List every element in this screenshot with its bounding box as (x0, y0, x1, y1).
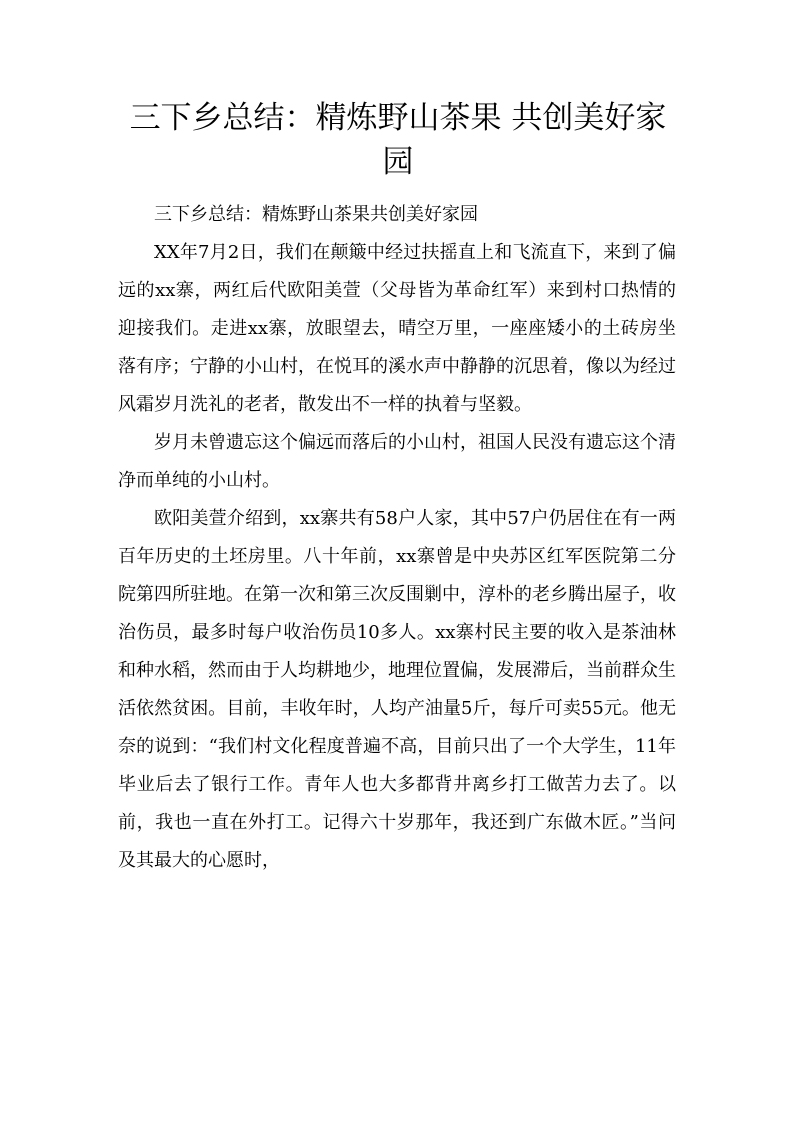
document-body (118, 196, 676, 880)
paragraph-subtitle: 三下乡总结：精炼野山茶果共创美好家园 (154, 204, 478, 225)
document-title: 三下乡总结：精炼野山茶果 共创美好家园 (129, 100, 667, 180)
paragraph-introduction: 欧阳美萱介绍到，xx寨共有58户人家，其中57户仍居住在有一两百年历史的土坯房里。八十年前，xx寨曾是中央苏区红军医院第二分院第四所驻地。在第一次和第三次反围剿中，淳朴的老乡腾出屋子，收治伤员，最多时每户收治伤员10多人。xx寨村民主要的收入是茶油林和种水稻，然而由于人均耕地少，地理位置偏，发展滞后，当前群众生活依然贫困。目前，丰收年时，人均产油量5斤，每斤可卖55元。他无奈的说到：“我们村文化程度普遍不高，目前只出了一个大学生，11年毕业后去了银行工作。青年人也大多都背井离乡打工做苦力去了。以前，我也一直在外打工。记得六十岁那年，我还到广东做木匠。”当问及其最大的心愿时， (118, 508, 676, 871)
paragraph-arrival: XX年7月2日，我们在颠簸中经过扶摇直上和飞流直下，来到了偏远的xx寨，两红后代欧阳美萱（父母皆为革命红军）来到村口热情的迎接我们。走进xx寨，放眼望去，晴空万里，一座座矮小的土砖房坐落有序；宁静的小山村，在悦耳的溪水声中静静的沉思着，像以为经过风霜岁月洗礼的老者，散发出不一样的执着与坚毅。 (118, 242, 676, 415)
paragraph-not-forgotten: 岁月未曾遗忘这个偏远而落后的小山村，祖国人民没有遗忘这个清净而单纯的小山村。 (118, 432, 676, 491)
